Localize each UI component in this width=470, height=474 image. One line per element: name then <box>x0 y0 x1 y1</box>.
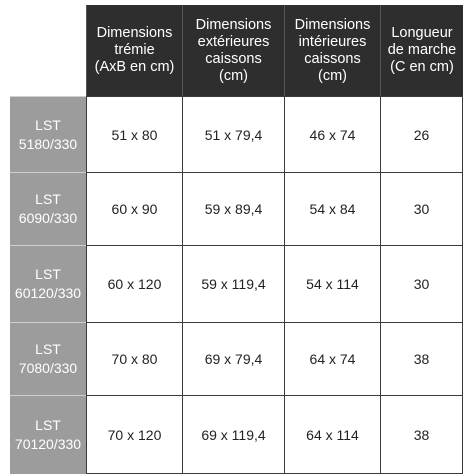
table-cell: 30 <box>380 245 463 322</box>
row-label: LST 5180/330 <box>10 96 86 172</box>
table-cell: 59 x 119,4 <box>182 245 284 322</box>
table-cell: 69 x 119,4 <box>182 395 284 474</box>
table-cell: 54 x 114 <box>284 245 380 322</box>
row-label: LST 60120/330 <box>10 245 86 322</box>
column-header-tremie: Dimensions trémie (AxB en cm) <box>86 5 182 96</box>
table-cell: 60 x 90 <box>86 172 182 245</box>
table-cell: 70 x 80 <box>86 322 182 395</box>
dimensions-table <box>10 5 463 474</box>
table-cell: 51 x 80 <box>86 96 182 172</box>
table-cell: 64 x 114 <box>284 395 380 474</box>
table-cell: 26 <box>380 96 463 172</box>
table-corner <box>10 5 86 96</box>
row-label: LST 7080/330 <box>10 322 86 395</box>
column-header-longueur: Longueur de marche (C en cm) <box>380 5 463 96</box>
table-cell: 30 <box>380 172 463 245</box>
table-cell: 70 x 120 <box>86 395 182 474</box>
column-header-interieures: Dimensions intérieures caissons (cm) <box>284 5 380 96</box>
table-cell: 64 x 74 <box>284 322 380 395</box>
table-cell: 38 <box>380 395 463 474</box>
row-label: LST 6090/330 <box>10 172 86 245</box>
table-cell: 54 x 84 <box>284 172 380 245</box>
row-label: LST 70120/330 <box>10 395 86 474</box>
table-cell: 51 x 79,4 <box>182 96 284 172</box>
table-cell: 46 x 74 <box>284 96 380 172</box>
column-header-exterieures: Dimensions extérieures caissons (cm) <box>182 5 284 96</box>
table-cell: 60 x 120 <box>86 245 182 322</box>
table-cell: 38 <box>380 322 463 395</box>
table-cell: 59 x 89,4 <box>182 172 284 245</box>
table-cell: 69 x 79,4 <box>182 322 284 395</box>
